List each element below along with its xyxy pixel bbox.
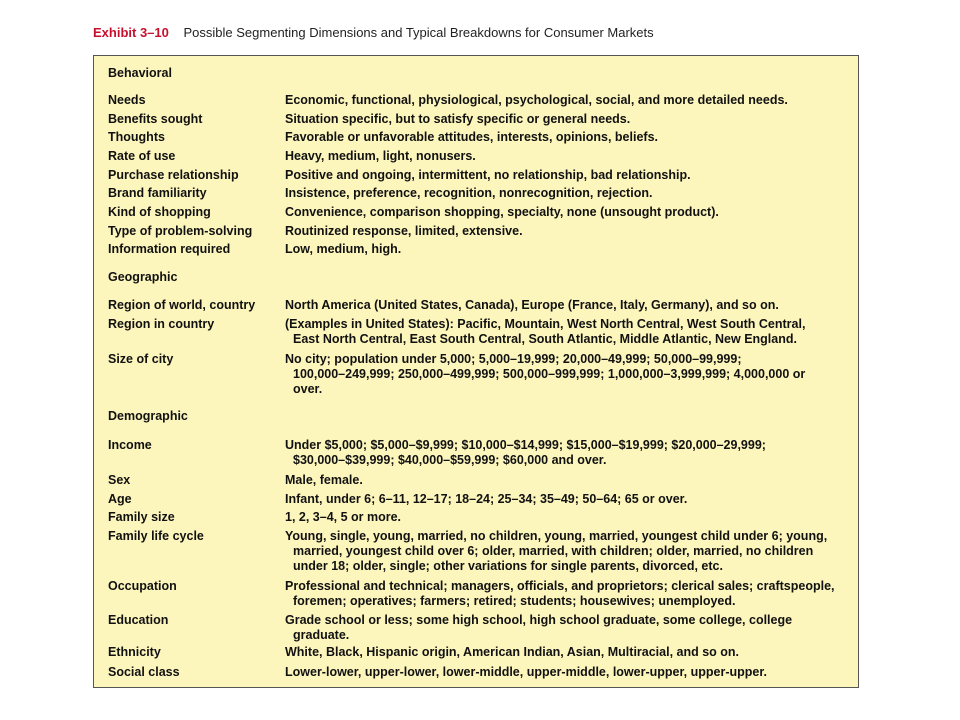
breakdown-description (285, 93, 850, 108)
dimension-label: Purchase relationship (108, 168, 239, 182)
description-line: married, youngest child over 6; older, married, with children; older, married, no children (293, 544, 814, 558)
dimension-label: Benefits sought (108, 112, 203, 126)
dimension-label: Brand familiarity (108, 186, 207, 200)
description-line: $30,000–$39,999; $40,000–$59,999; $60,000 and over. (293, 453, 607, 467)
dimension-label: Region of world, country (108, 298, 256, 312)
dimension-label: Needs (108, 93, 146, 107)
description-line: Under $5,000; $5,000–$9,999; $10,000–$14,999; $15,000–$19,999; $20,000–29,999; (285, 438, 766, 452)
breakdown-description (285, 579, 850, 609)
breakdown-description (285, 645, 850, 660)
breakdown-description (285, 665, 850, 680)
dimension-label: Family life cycle (108, 529, 204, 543)
description-line: Lower-lower, upper-lower, lower-middle, upper-middle, lower-upper, upper-upper. (285, 665, 768, 679)
description-line: Male, female. (285, 473, 363, 487)
dimension-label: Kind of shopping (108, 205, 211, 219)
section-heading: Geographic (108, 270, 178, 284)
description-line: Routinized response, limited, extensive. (285, 224, 523, 238)
description-line: Young, single, young, married, no children, young, married, youngest child under 6; young, (285, 529, 828, 543)
breakdown-description (285, 438, 850, 468)
description-line: Economic, functional, physiological, psychological, social, and more detailed needs. (285, 93, 788, 107)
breakdown-description (285, 130, 850, 145)
description-line: Low, medium, high. (285, 242, 402, 256)
description-line: Grade school or less; some high school, high school graduate, some college, college (285, 613, 793, 627)
section-heading: Behavioral (108, 66, 172, 80)
section-heading: Demographic (108, 409, 188, 423)
dimension-label: Family size (108, 510, 175, 524)
description-line: 100,000–249,999; 250,000–499,999; 500,000–999,999; 1,000,000–3,999,999; 4,000,000 or (293, 367, 806, 381)
exhibit-title (93, 25, 654, 40)
breakdown-description (285, 242, 850, 257)
breakdown-description (285, 205, 850, 220)
breakdown-description (285, 298, 850, 313)
description-line: 1, 2, 3–4, 5 or more. (285, 510, 402, 524)
description-line: No city; population under 5,000; 5,000–19,999; 20,000–49,999; 50,000–99,999; (285, 352, 742, 366)
breakdown-description (285, 168, 850, 183)
breakdown-description (285, 352, 850, 397)
description-line: under 18; older, single; other variations for single parents, divorced, etc. (293, 559, 723, 573)
breakdown-description (285, 224, 850, 239)
description-line: Infant, under 6; 6–11, 12–17; 18–24; 25–34; 35–49; 50–64; 65 or over. (285, 492, 688, 506)
dimension-label: Sex (108, 473, 131, 487)
dimension-label: Social class (108, 665, 180, 679)
description-line: Professional and technical; managers, officials, and proprietors; clerical sales; craftspeople, (285, 579, 835, 593)
dimension-label: Information required (108, 242, 231, 256)
dimension-label: Age (108, 492, 132, 506)
breakdown-description (285, 186, 850, 201)
dimension-label: Rate of use (108, 149, 176, 163)
exhibit-caption: Possible Segmenting Dimensions and Typical Breakdowns for Consumer Markets (183, 25, 654, 40)
breakdown-description (285, 317, 850, 347)
description-line: White, Black, Hispanic origin, American Indian, Asian, Multiracial, and so on. (285, 645, 740, 659)
dimension-label: Region in country (108, 317, 215, 331)
description-line: Favorable or unfavorable attitudes, interests, opinions, beliefs. (285, 130, 658, 144)
description-line: East North Central, East South Central, South Atlantic, Middle Atlantic, New England. (293, 332, 797, 346)
description-line: Positive and ongoing, intermittent, no relationship, bad relationship. (285, 168, 691, 182)
dimension-label: Education (108, 613, 169, 627)
breakdown-description (285, 529, 850, 574)
description-line: foremen; operatives; farmers; retired; students; housewives; unemployed. (293, 594, 736, 608)
dimension-label: Occupation (108, 579, 177, 593)
description-line: graduate. (293, 628, 350, 642)
description-line: over. (293, 382, 323, 396)
dimension-label: Type of problem-solving (108, 224, 253, 238)
exhibit-number: Exhibit 3–10 (93, 25, 169, 40)
breakdown-description (285, 613, 850, 643)
description-line: Situation specific, but to satisfy specific or general needs. (285, 112, 631, 126)
segmentation-table (93, 55, 859, 688)
breakdown-description (285, 473, 850, 488)
description-line: Insistence, preference, recognition, nonrecognition, rejection. (285, 186, 653, 200)
description-line: Heavy, medium, light, nonusers. (285, 149, 476, 163)
dimension-label: Ethnicity (108, 645, 161, 659)
description-line: North America (United States, Canada), Europe (France, Italy, Germany), and so on. (285, 298, 779, 312)
dimension-label: Income (108, 438, 152, 452)
dimension-label: Thoughts (108, 130, 165, 144)
breakdown-description (285, 149, 850, 164)
breakdown-description (285, 510, 850, 525)
breakdown-description (285, 492, 850, 507)
description-line: Convenience, comparison shopping, specialty, none (unsought product). (285, 205, 719, 219)
dimension-label: Size of city (108, 352, 174, 366)
description-line: (Examples in United States): Pacific, Mountain, West North Central, West South Central, (285, 317, 806, 331)
breakdown-description (285, 112, 850, 127)
